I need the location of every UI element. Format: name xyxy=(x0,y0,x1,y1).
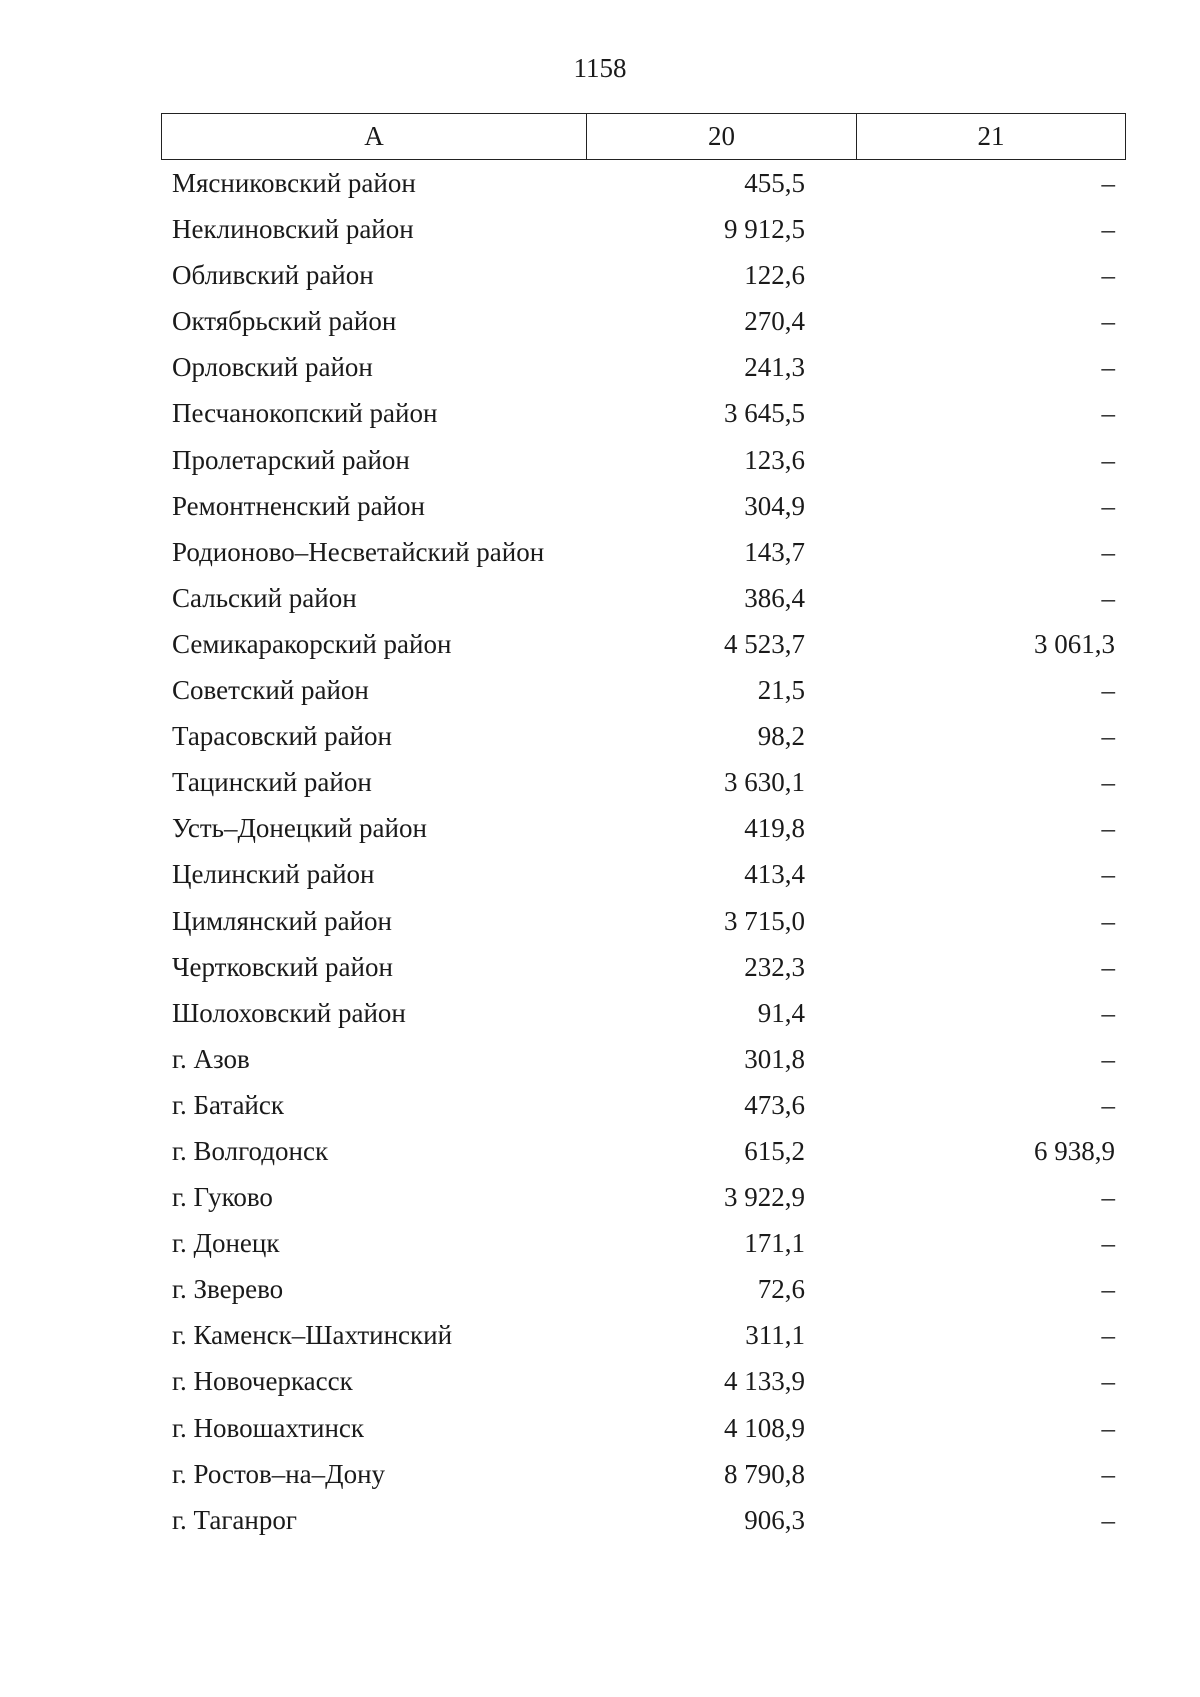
row-value-21: – xyxy=(1101,767,1115,798)
row-value-20: 91,4 xyxy=(757,997,805,1028)
row-value-20: 8 790,8 xyxy=(724,1458,805,1489)
row-name: Октябрьский район xyxy=(172,306,397,337)
row-value-20: 3 645,5 xyxy=(724,398,805,429)
row-name: Пролетарский район xyxy=(172,444,410,475)
table-row xyxy=(161,1312,1126,1358)
row-value-20: 3 630,1 xyxy=(724,767,805,798)
table-row xyxy=(161,1220,1126,1266)
row-name: Неклиновский район xyxy=(172,214,414,245)
table-row xyxy=(161,1405,1126,1451)
row-value-20: 241,3 xyxy=(744,352,805,383)
row-value-20: 311,1 xyxy=(745,1320,805,1351)
row-value-20: 615,2 xyxy=(744,1135,805,1166)
row-value-21: – xyxy=(1101,1504,1115,1535)
row-value-20: 4 523,7 xyxy=(724,628,805,659)
row-value-21: – xyxy=(1101,1320,1115,1351)
row-name: Усть–Донецкий район xyxy=(172,813,427,844)
row-name: Сальский район xyxy=(172,582,357,613)
table-body xyxy=(161,160,1126,1543)
row-value-20: 413,4 xyxy=(744,859,805,890)
row-name: Орловский район xyxy=(172,352,373,383)
row-value-20: 906,3 xyxy=(744,1504,805,1535)
table-row xyxy=(161,206,1126,252)
row-value-21: – xyxy=(1101,306,1115,337)
row-value-21: – xyxy=(1101,1274,1115,1305)
table-row xyxy=(161,344,1126,390)
row-name: Обливский район xyxy=(172,260,374,291)
column-header-21: 21 xyxy=(977,121,1005,151)
column-header-a: А xyxy=(162,114,587,159)
row-value-21: – xyxy=(1101,168,1115,198)
row-value-21: – xyxy=(1101,997,1115,1028)
row-name: Семикаракорский район xyxy=(172,628,452,659)
row-value-21: 6 938,9 xyxy=(1034,1135,1115,1166)
row-value-20: 171,1 xyxy=(744,1228,805,1259)
column-header-20: 20 xyxy=(587,114,857,159)
row-value-20: 386,4 xyxy=(744,582,805,613)
table-row xyxy=(161,575,1126,621)
table-row xyxy=(161,667,1126,713)
row-name: Целинский район xyxy=(172,859,375,890)
table-row xyxy=(161,1082,1126,1128)
row-name: г. Азов xyxy=(172,1043,250,1074)
row-value-21: – xyxy=(1101,859,1115,890)
table-row xyxy=(161,898,1126,944)
table-row xyxy=(161,298,1126,344)
table-row xyxy=(161,1358,1126,1404)
table-row xyxy=(161,621,1126,667)
row-name: Родионово–Несветайский район xyxy=(172,536,545,567)
row-name: г. Таганрог xyxy=(172,1504,297,1535)
row-value-20: 232,3 xyxy=(744,951,805,982)
row-value-20: 72,6 xyxy=(757,1274,805,1305)
row-value-20: 122,6 xyxy=(744,260,805,291)
table-row xyxy=(161,1128,1126,1174)
row-value-21: – xyxy=(1101,951,1115,982)
row-value-21: – xyxy=(1101,582,1115,613)
row-value-20: 143,7 xyxy=(744,536,805,567)
table-row xyxy=(161,805,1126,851)
row-value-20: 21,5 xyxy=(757,675,805,706)
row-value-21: – xyxy=(1101,1366,1115,1397)
row-value-21: – xyxy=(1101,1228,1115,1259)
table-row xyxy=(161,990,1126,1036)
row-value-20: 419,8 xyxy=(744,813,805,844)
row-value-21: – xyxy=(1101,905,1115,936)
table-row xyxy=(161,252,1126,298)
table-row xyxy=(161,437,1126,483)
table-row xyxy=(161,1266,1126,1312)
row-name: г. Гуково xyxy=(172,1182,273,1213)
row-value-21: – xyxy=(1101,721,1115,752)
row-value-21: – xyxy=(1101,1412,1115,1443)
row-value-21: – xyxy=(1101,260,1115,291)
row-name: г. Зверево xyxy=(172,1274,284,1305)
table-row xyxy=(161,483,1126,529)
row-value-20: 9 912,5 xyxy=(724,214,805,245)
row-value-20: 3 715,0 xyxy=(724,905,805,936)
row-value-21: – xyxy=(1101,813,1115,844)
row-value-21: – xyxy=(1101,675,1115,706)
table-row xyxy=(161,390,1126,436)
row-name: Чертковский район xyxy=(172,951,393,982)
table-row xyxy=(161,529,1126,575)
row-name: Цимлянский район xyxy=(172,905,393,936)
row-value-21: – xyxy=(1101,1458,1115,1489)
row-value-20: 270,4 xyxy=(744,306,805,337)
row-name: г. Каменск–Шахтинский xyxy=(172,1320,453,1351)
table-row xyxy=(161,160,1126,206)
row-value-20: 473,6 xyxy=(744,1089,805,1120)
row-name: Шолоховский район xyxy=(172,997,406,1028)
row-value-21: – xyxy=(1101,352,1115,383)
row-value-21: – xyxy=(1101,1043,1115,1074)
row-name: Мясниковский район xyxy=(172,168,416,198)
table-row xyxy=(161,1036,1126,1082)
table-row xyxy=(161,713,1126,759)
row-value-21: – xyxy=(1101,1182,1115,1213)
row-value-20: 123,6 xyxy=(744,444,805,475)
row-value-20: 304,9 xyxy=(744,490,805,521)
row-value-21: – xyxy=(1101,444,1115,475)
row-value-20: 455,5 xyxy=(744,168,805,198)
row-name: г. Донецк xyxy=(172,1228,280,1259)
row-value-21: – xyxy=(1101,490,1115,521)
row-value-20: 4 133,9 xyxy=(724,1366,805,1397)
table-row xyxy=(161,1451,1126,1497)
table-row xyxy=(161,759,1126,805)
row-name: г. Ростов–на–Дону xyxy=(172,1458,386,1489)
row-value-21: 3 061,3 xyxy=(1034,628,1115,659)
row-value-21: – xyxy=(1101,214,1115,245)
row-value-20: 4 108,9 xyxy=(724,1412,805,1443)
row-value-20: 301,8 xyxy=(744,1043,805,1074)
row-name: Песчанокопский район xyxy=(172,398,438,429)
table-row xyxy=(161,1497,1126,1543)
table-row xyxy=(161,1174,1126,1220)
row-name: г. Волгодонск xyxy=(172,1135,329,1166)
row-name: Ремонтненский район xyxy=(172,490,425,521)
row-name: Тарасовский район xyxy=(172,721,392,752)
table-header xyxy=(161,113,1126,160)
row-value-20: 98,2 xyxy=(757,721,805,752)
row-name: г. Батайск xyxy=(172,1089,284,1120)
table-row xyxy=(161,851,1126,897)
page-number: 1158 xyxy=(573,53,627,83)
row-value-21: – xyxy=(1101,1089,1115,1120)
row-name: г. Новошахтинск xyxy=(172,1412,364,1443)
table-row xyxy=(161,944,1126,990)
row-name: Тацинский район xyxy=(172,767,372,798)
row-name: Советский район xyxy=(172,675,369,706)
row-value-21: – xyxy=(1101,536,1115,567)
row-value-21: – xyxy=(1101,398,1115,429)
row-name: г. Новочеркасск xyxy=(172,1366,353,1397)
row-value-20: 3 922,9 xyxy=(724,1182,805,1213)
